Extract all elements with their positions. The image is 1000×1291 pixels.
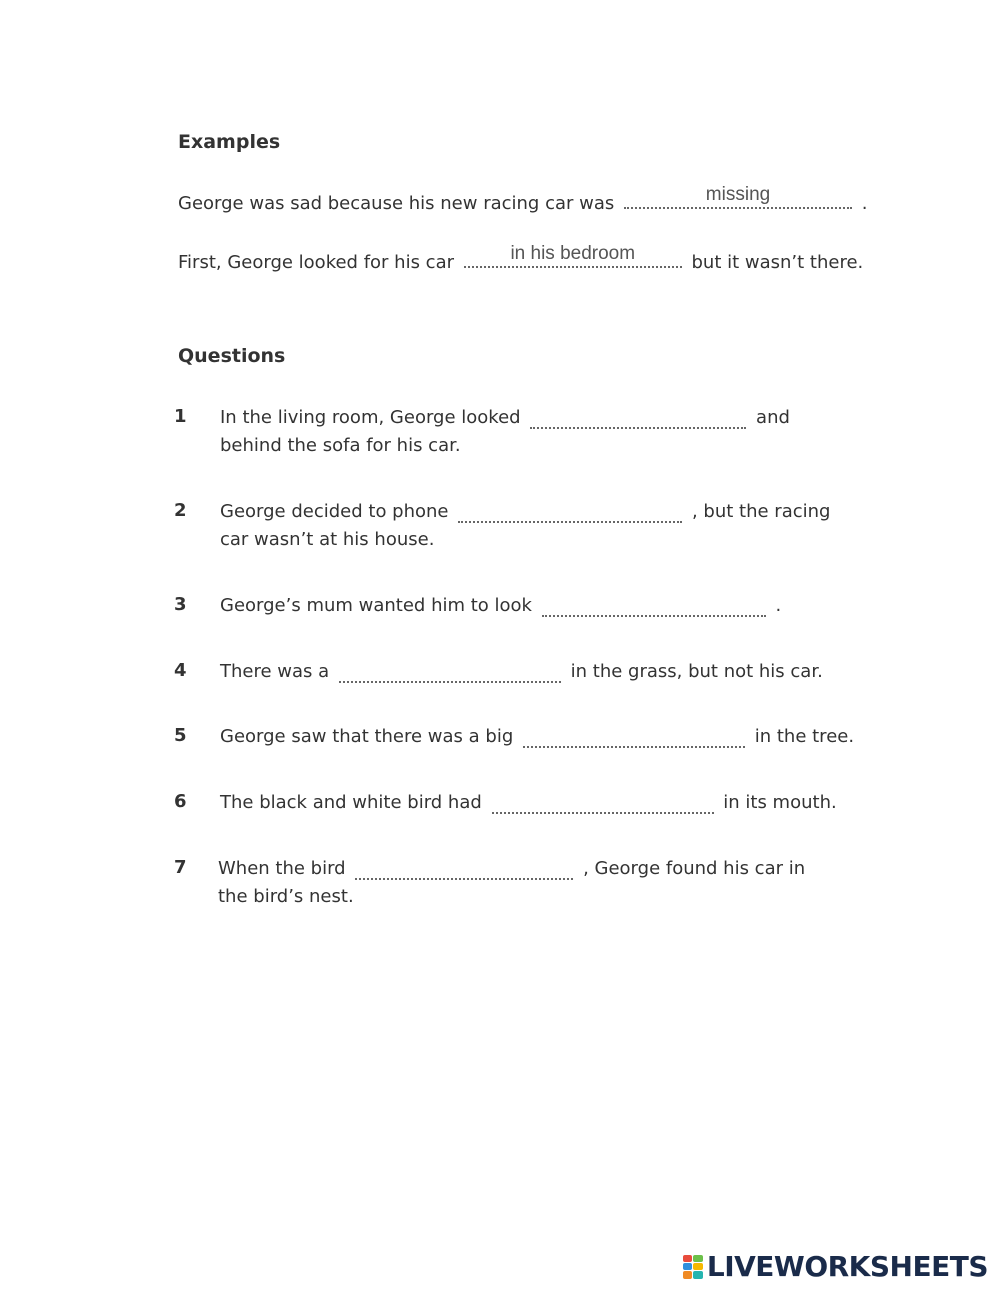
question-7-text: When the bird <box>218 858 346 879</box>
question-6-text: The black and white bird had <box>220 792 482 813</box>
question-4-end: in the grass, but not his car. <box>570 661 823 682</box>
example-2 <box>178 243 864 277</box>
question-5-answer-input[interactable] <box>523 728 745 748</box>
example-1-text: George was sad because his new racing car was <box>178 193 615 214</box>
example-1-end: . <box>861 193 868 214</box>
question-2-answer-input[interactable] <box>458 503 682 523</box>
question-number: 1 <box>174 406 187 427</box>
question-1-text: In the living room, George looked <box>220 407 521 428</box>
question-2-text: George decided to phone <box>220 501 449 522</box>
question-4-answer-input[interactable] <box>339 663 561 683</box>
question-number: 5 <box>174 725 187 746</box>
question-6-answer-input[interactable] <box>492 794 714 814</box>
example-2-end: but it wasn’t there. <box>691 252 864 273</box>
question-2-line2: car wasn’t at his house. <box>220 529 435 550</box>
question-7-end: , George found his car in <box>583 858 806 879</box>
question-3-answer-input[interactable] <box>542 597 766 617</box>
question-1-end: and <box>756 407 790 428</box>
question-1 <box>220 404 790 432</box>
question-number: 4 <box>174 660 187 681</box>
question-6-end: in its mouth. <box>723 792 837 813</box>
question-5-end: in the tree. <box>754 726 855 747</box>
example-1 <box>178 184 868 218</box>
question-3-end: . <box>775 595 782 616</box>
example-1-answer: missing <box>624 193 852 209</box>
question-3-text: George’s mum wanted him to look <box>220 595 532 616</box>
question-3 <box>220 592 781 620</box>
question-2 <box>220 498 830 526</box>
question-1-answer-input[interactable] <box>530 409 746 429</box>
question-number: 6 <box>174 791 187 812</box>
question-4-text: There was a <box>220 661 330 682</box>
liveworksheets-logo <box>683 1250 988 1283</box>
question-4 <box>220 658 823 686</box>
question-7-line2: the bird’s nest. <box>218 886 354 907</box>
logo-blocks-icon <box>683 1255 703 1279</box>
question-number: 3 <box>174 594 187 615</box>
logo-text: LIVEWORKSHEETS <box>706 1250 988 1283</box>
question-number: 2 <box>174 500 187 521</box>
question-5 <box>220 723 854 751</box>
question-number: 7 <box>174 857 187 878</box>
example-2-answer: in his bedroom <box>464 252 682 268</box>
examples-heading: Examples <box>178 131 281 153</box>
question-2-end: , but the racing <box>691 501 831 522</box>
question-5-text: George saw that there was a big <box>220 726 514 747</box>
example-2-text: First, George looked for his car <box>178 252 455 273</box>
questions-heading: Questions <box>178 345 286 367</box>
question-7 <box>218 855 805 883</box>
question-1-line2: behind the sofa for his car. <box>220 435 461 456</box>
question-6 <box>220 789 837 817</box>
question-7-answer-input[interactable] <box>355 860 573 880</box>
